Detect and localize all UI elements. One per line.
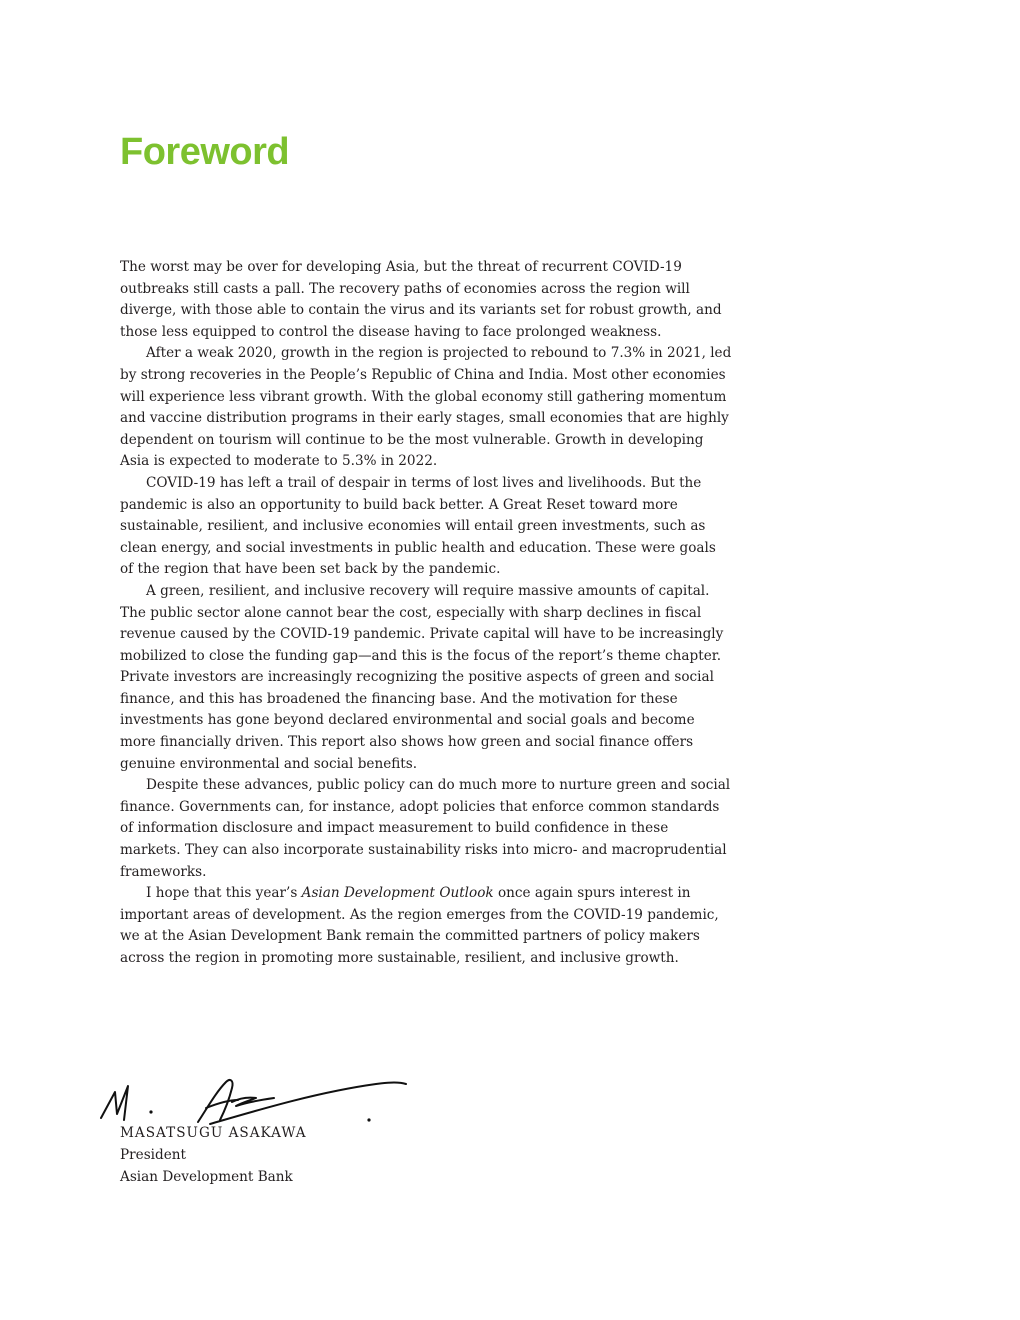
signature-block	[120, 1123, 307, 1188]
signatory-name: MASATSUGU ASAKAWA	[120, 1125, 307, 1141]
paragraph-2: After a weak 2020, growth in the region is projected to rebound to 7.3% in 2021, led by strong recoveries in the People’s Republic of China and India. Most other economies will experience less vibrant growth. With the global economy still gathering momentum and vaccine distribution programs in their early stages, small economies that are highly dependent on tourism will continue to be the most vulnerable. Growth in developing Asia is expected to moderate to 5.3% in 2022.	[120, 345, 732, 470]
signatory-title: President	[120, 1146, 186, 1163]
paragraph-6-end: once again spurs interest in important areas of development. As the region emerges from the COVID-19 pandemic, we at the Asian Development Bank remain the committed partners of policy makers across the region in promoting more sustainable, resilient, and inclusive growth.	[120, 885, 719, 966]
paragraph-5: Despite these advances, public policy can do much more to nurture green and social finance. Governments can, for instance, adopt policies that enforce common standards of information disclosure and impact measurement to build confidence in these markets. They can also incorporate sustainability risks into micro- and macroprudential frameworks.	[120, 777, 731, 880]
page-title: Foreword	[120, 131, 290, 173]
foreword-body	[120, 257, 732, 970]
paragraph-1: The worst may be over for developing Asia, but the threat of recurrent COVID-19 outbreaks still casts a pall. The recovery paths of economies across the region will diverge, with those able to contain the virus and its variants set for robust growth, and those less equipped to control the disease having to face prolonged weakness.	[120, 259, 722, 340]
paragraph-4: A green, resilient, and inclusive recovery will require massive amounts of capital. The public sector alone cannot bear the cost, especially with sharp declines in fiscal revenue caused by the COVID-19 pandemic. Private capital will have to be increasingly mobilized to close the funding gap—and this is the focus of the report’s theme chapter. Private investors are increasingly recognizing the positive aspects of green and social finance, and this has broadened the financing base. And the motivation for these investments has gone beyond declared environmental and social goals and become more financially driven. This report also shows how green and social finance offers genuine environmental and social benefits.	[120, 582, 724, 772]
signatory-organization: Asian Development Bank	[120, 1168, 293, 1185]
publication-title: Asian Development Outlook	[301, 885, 494, 902]
paragraph-3: COVID-19 has left a trail of despair in terms of lost lives and livelihoods. But the pandemic is also an opportunity to build back better. A Great Reset toward more sustainable, resilient, and inclusive economies will entail green investments, such as clean energy, and social investments in public health and education. These were goals of the region that have been set back by the pandemic.	[120, 474, 716, 578]
paragraph-6-start: I hope that this year’s	[146, 885, 302, 902]
paragraph-6	[120, 883, 732, 969]
